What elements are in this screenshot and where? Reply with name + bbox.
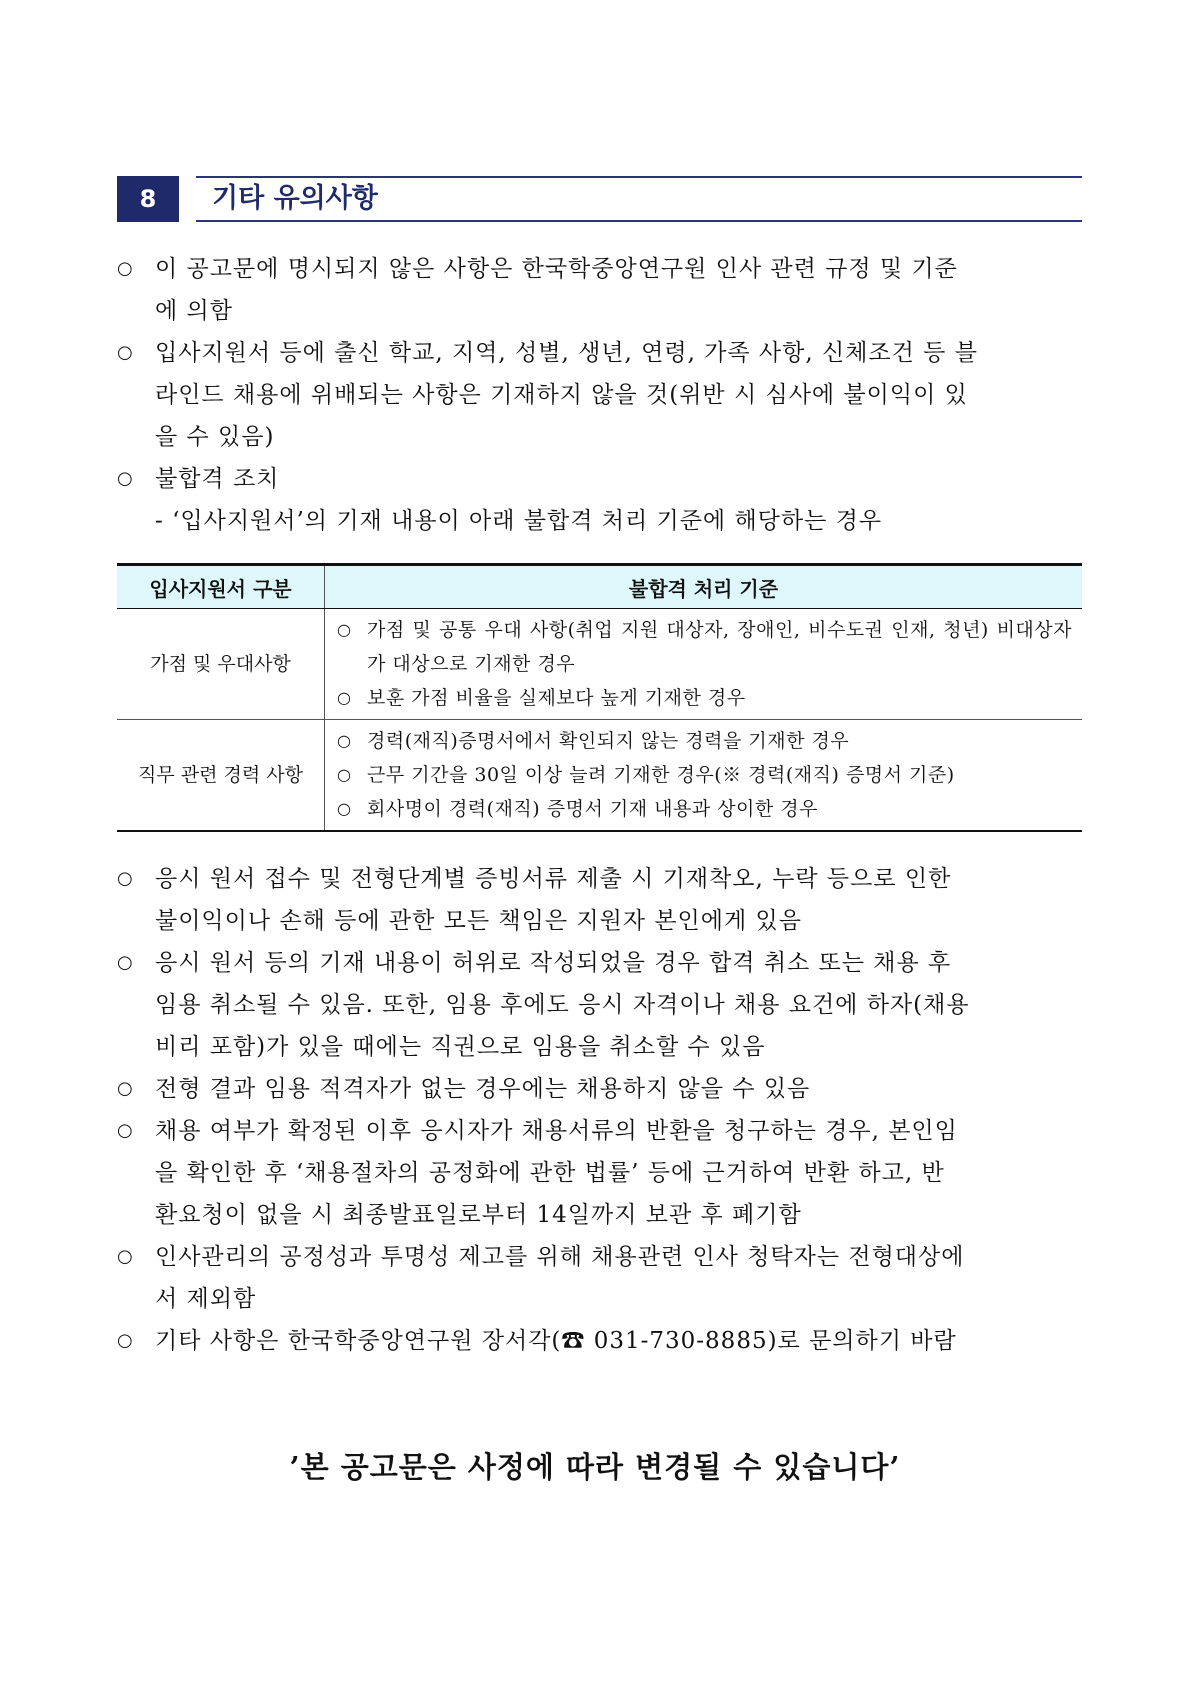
criteria-item bbox=[337, 681, 1072, 715]
bullet-icon: ○ bbox=[117, 1330, 134, 1351]
criteria-text: 근무 기간을 30일 이상 늘려 기재한 경우(※ 경력(재직) 증명서 기준) bbox=[367, 764, 955, 786]
list-item-line: 을 수 있음) bbox=[155, 424, 275, 450]
list-item-line: 불합격 조치 bbox=[155, 466, 280, 492]
bullet-icon: ○ bbox=[117, 952, 134, 973]
table-header-category: 입사지원서 구분 bbox=[117, 565, 325, 609]
criteria-item bbox=[337, 758, 1072, 792]
list-item-line: 입사지원서 등에 출신 학교, 지역, 성별, 생년, 연령, 가족 사항, 신체조건 등 블 bbox=[155, 340, 978, 366]
list-item bbox=[117, 248, 1082, 332]
table-header-criteria: 불합격 처리 기준 bbox=[325, 565, 1083, 609]
list-item-line: 이 공고문에 명시되지 않은 사항은 한국학중앙연구원 인사 관련 규정 및 기준 bbox=[155, 256, 958, 282]
bullet-icon: ○ bbox=[117, 342, 134, 363]
list-item-line: 불이익이나 손해 등에 관한 모든 책임은 지원자 본인에게 있음 bbox=[155, 908, 802, 934]
bullet-icon: ○ bbox=[117, 868, 134, 889]
criteria-item bbox=[337, 792, 1072, 826]
criteria-text: 보훈 가점 비율을 실제보다 높게 기재한 경우 bbox=[367, 687, 746, 709]
list-item bbox=[117, 942, 1082, 1068]
list-item-line: 인사관리의 공정성과 투명성 제고를 위해 채용관련 인사 청탁자는 전형대상에 bbox=[155, 1244, 965, 1270]
table-row bbox=[117, 720, 1082, 832]
section-title-box bbox=[196, 176, 1082, 222]
table-row bbox=[117, 609, 1082, 720]
list-item-line: 에 의함 bbox=[155, 298, 233, 324]
bullet-icon: ○ bbox=[337, 731, 352, 750]
sub-item: - ‘입사지원서’의 기재 내용이 아래 불합격 처리 기준에 해당하는 경우 bbox=[155, 508, 883, 534]
bullet-icon: ○ bbox=[117, 1078, 134, 1099]
list-item-line: 응시 원서 접수 및 전형단계별 증빙서류 제출 시 기재착오, 누락 등으로 인한 bbox=[155, 866, 952, 892]
bullet-icon: ○ bbox=[117, 1246, 134, 1267]
bullet-icon: ○ bbox=[337, 688, 352, 707]
bullet-icon: ○ bbox=[337, 799, 352, 818]
list-item-line: 을 확인한 후 ‘채용절차의 공정화에 관한 법률’ 등에 근거하여 반환 하고, 반 bbox=[155, 1160, 945, 1186]
table-cell-criteria bbox=[325, 720, 1083, 832]
list-item-line: 전형 결과 임용 적격자가 없는 경우에는 채용하지 않을 수 있음 bbox=[155, 1076, 811, 1102]
list-item-line: 서 제외함 bbox=[155, 1286, 257, 1312]
list-item bbox=[117, 1236, 1082, 1320]
list-item bbox=[117, 332, 1082, 458]
list-item-line: 기타 사항은 한국학중앙연구원 장서각(☎ 031-730-8885)로 문의하기 바람 bbox=[155, 1328, 957, 1354]
footer-notice: ’본 공고문은 사정에 따라 변경될 수 있습니다’ bbox=[289, 1450, 901, 1484]
bullet-icon: ○ bbox=[117, 1120, 134, 1141]
bullet-icon: ○ bbox=[337, 765, 352, 784]
section-header bbox=[117, 176, 1082, 222]
list-item bbox=[117, 1068, 1082, 1110]
list-item bbox=[117, 1110, 1082, 1236]
list-item-line: 비리 포함)가 있을 때에는 직권으로 임용을 취소할 수 있음 bbox=[155, 1034, 766, 1060]
list-item bbox=[117, 458, 1082, 542]
criteria-item bbox=[337, 613, 1072, 681]
list-item bbox=[117, 858, 1082, 942]
bullet-icon: ○ bbox=[337, 620, 352, 639]
bullet-icon: ○ bbox=[117, 258, 134, 279]
table-cell-criteria bbox=[325, 609, 1083, 720]
notice-list-bottom bbox=[117, 858, 1082, 1362]
list-item bbox=[117, 1320, 1082, 1362]
table-cell-category: 직무 관련 경력 사항 bbox=[117, 720, 325, 832]
section-number-badge: 8 bbox=[117, 176, 179, 222]
criteria-item bbox=[337, 724, 1072, 758]
criteria-text: 가점 및 공통 우대 사항(취업 지원 대상자, 장애인, 비수도권 인재, 청년) 비대상자가 대상으로 기재한 경우 bbox=[367, 619, 1072, 675]
table-cell-category: 가점 및 우대사항 bbox=[117, 609, 325, 720]
list-item-line: 임용 취소될 수 있음. 또한, 임용 후에도 응시 자격이나 채용 요건에 하자(채용 bbox=[155, 992, 970, 1018]
list-item-line: 응시 원서 등의 기재 내용이 허위로 작성되었을 경우 합격 취소 또는 채용 후 bbox=[155, 950, 952, 976]
criteria-text: 경력(재직)증명서에서 확인되지 않는 경력을 기재한 경우 bbox=[367, 730, 850, 752]
bullet-icon: ○ bbox=[117, 468, 134, 489]
section-title: 기타 유의사항 bbox=[212, 183, 378, 214]
list-item-line: 채용 여부가 확정된 이후 응시자가 채용서류의 반환을 청구하는 경우, 본인임 bbox=[155, 1118, 958, 1144]
disqualification-table bbox=[117, 563, 1082, 832]
list-item-line: 환요청이 없을 시 최종발표일로부터 14일까지 보관 후 폐기함 bbox=[155, 1202, 802, 1228]
criteria-text: 회사명이 경력(재직) 증명서 기재 내용과 상이한 경우 bbox=[367, 798, 818, 820]
notice-list-top bbox=[117, 248, 1082, 542]
list-item-line: 라인드 채용에 위배되는 사항은 기재하지 않을 것(위반 시 심사에 불이익이 있 bbox=[155, 382, 968, 408]
